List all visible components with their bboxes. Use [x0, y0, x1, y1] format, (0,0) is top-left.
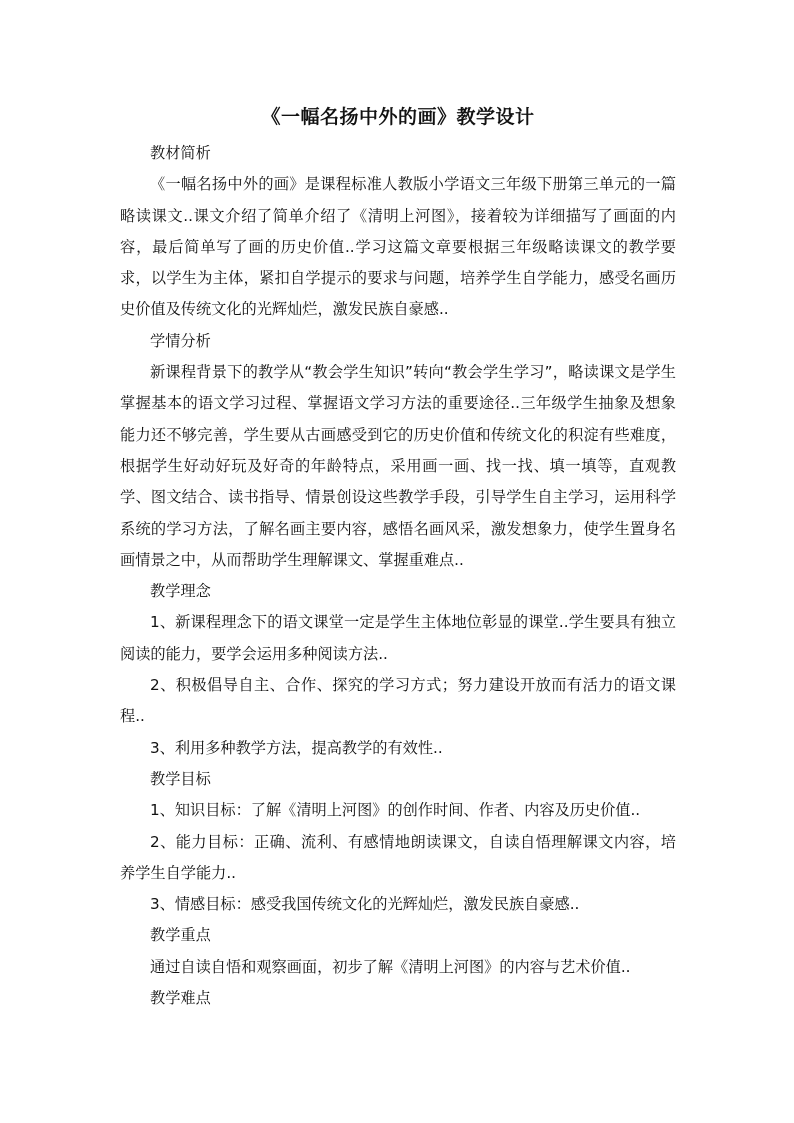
philosophy-item-2: 2、积极倡导自主、合作、探究的学习方式；努力建设开放而有活力的语文课程.. [120, 676, 676, 726]
document-body [120, 101, 676, 1014]
section-heading-difficult-points: 教学难点 [150, 989, 211, 1008]
goal-item-2: 2、能力目标：正确、流利、有感情地朗读课文，自读自悟理解课文内容，培养学生自学能力.. [120, 832, 676, 882]
paragraph-learner-analysis: 新课程背景下的教学从“教会学生知识”转向“教会学生学习”，略读课文是学生掌握基本的语文学习过程、掌握语文学习方法的重要途径..三年级学生抽象及想象能力还不够完善，学生要从古画感受到它的历史价值和传统文化的积淀有些难度，根据学生好动好玩及好奇的年龄特点，采用画一画、找一找、填一填等，直观教学、图文结合、读书指导、情景创设这些教学手段，引导学生自主学习，运用科学系统的学习方法，了解名画主要内容，感悟名画风采，激发想象力，使学生置身名画情景之中，从而帮助学生理解课文、掌握重难点.. [120, 363, 676, 569]
section-heading-key-points: 教学重点 [150, 926, 211, 945]
document-title: 《一幅名扬中外的画》教学设计 [261, 106, 535, 128]
goal-item-3: 3、情感目标：感受我国传统文化的光辉灿烂，激发民族自豪感.. [150, 895, 580, 914]
goal-item-1: 1、知识目标：了解《清明上河图》的创作时间、作者、内容及历史价值.. [150, 801, 641, 820]
section-heading-textbook-analysis: 教材简析 [150, 144, 211, 162]
philosophy-item-3: 3、利用多种教学方法，提高教学的有效性.. [150, 738, 443, 757]
paragraph-key-points: 通过自读自悟和观察画面，初步了解《清明上河图》的内容与艺术价值.. [150, 957, 631, 976]
section-heading-teaching-goals: 教学目标 [150, 769, 211, 788]
section-heading-teaching-philosophy: 教学理念 [150, 582, 211, 601]
section-heading-learner-analysis: 学情分析 [150, 331, 211, 350]
philosophy-item-1: 1、新课程理念下的语文课堂一定是学生主体地位彰显的课堂..学生要具有独立阅读的能力，要学会运用多种阅读方法.. [120, 613, 676, 663]
paragraph-textbook-analysis: 《一幅名扬中外的画》是课程标准人教版小学语文三年级下册第三单元的一篇略读课文..课文介绍了简单介绍了《清明上河图》，接着较为详细描写了画面的内容，最后简单写了画的历史价值..学习这篇文章要根据三年级略读课文的教学要求，以学生为主体，紧扣自学提示的要求与问题，培养学生自学能力，感受名画历史价值及传统文化的光辉灿烂，激发民族自豪感.. [120, 175, 676, 319]
